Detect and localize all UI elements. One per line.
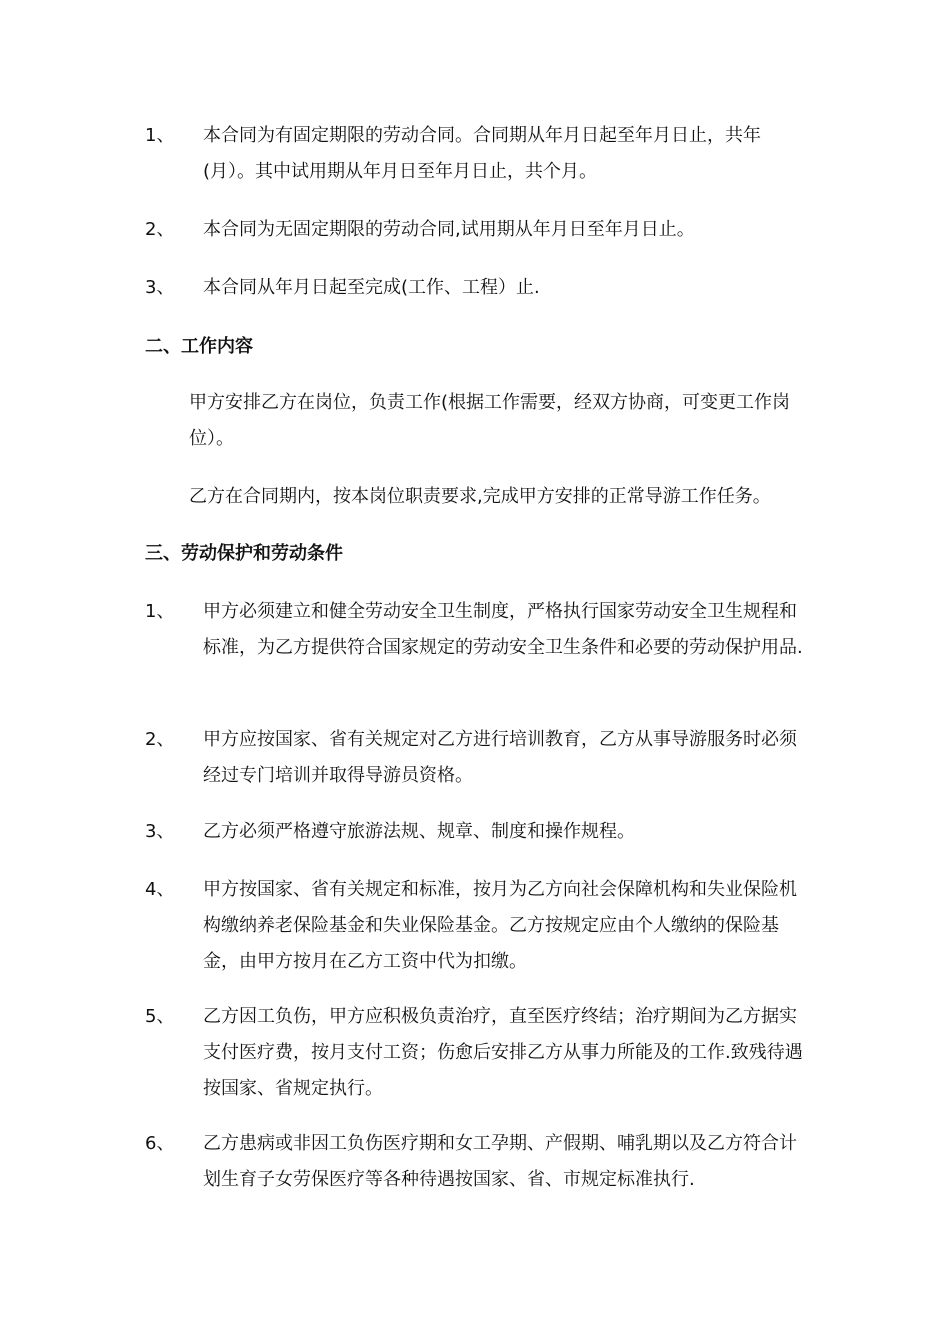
work-content-paragraph-1: 甲方安排乙方在岗位，负责工作(根据工作需要，经双方协商，可变更工作岗位）。 — [189, 392, 791, 449]
item-number: 2、 — [145, 729, 175, 750]
item-text: 本合同为有固定期限的劳动合同。合同期从年月日起至年月日止，共年(月）。其中试用期从年月日至年月日止，共个月。 — [203, 125, 761, 182]
section-heading-labor-protection: 三、劳动保护和劳动条件 — [145, 543, 343, 564]
item-text: 甲方必须建立和健全劳动安全卫生制度，严格执行国家劳动安全卫生规程和标准，为乙方提供符合国家规定的劳动安全卫生条件和必要的劳动保护用品. — [203, 601, 803, 658]
work-content-paragraph-2: 乙方在合同期内，按本岗位职责要求,完成甲方安排的正常导游工作任务。 — [189, 486, 771, 507]
item-number: 5、 — [145, 1006, 175, 1027]
item-number: 2、 — [145, 219, 175, 240]
item-text: 本合同从年月日起至完成(工作、工程）止. — [203, 277, 540, 298]
item-text: 甲方按国家、省有关规定和标准，按月为乙方向社会保障机构和失业保险机构缴纳养老保险基金和失业保险基金。乙方按规定应由个人缴纳的保险基金，由甲方按月在乙方工资中代为扣缴。 — [203, 879, 797, 972]
item-text: 乙方必须严格遵守旅游法规、规章、制度和操作规程。 — [203, 821, 635, 842]
item-number: 1、 — [145, 601, 175, 622]
item-number: 1、 — [145, 125, 175, 146]
item-number: 6、 — [145, 1133, 175, 1154]
item-text: 本合同为无固定期限的劳动合同,试用期从年月日至年月日止。 — [203, 219, 695, 240]
item-number: 3、 — [145, 821, 175, 842]
item-number: 3、 — [145, 277, 175, 298]
item-number: 4、 — [145, 879, 175, 900]
section-heading-work-content: 二、工作内容 — [145, 336, 253, 357]
item-text: 乙方因工负伤，甲方应积极负责治疗，直至医疗终结；治疗期间为乙方据实支付医疗费，按月支付工资；伤愈后安排乙方从事力所能及的工作.致残待遇按国家、省规定执行。 — [203, 1006, 803, 1099]
item-text: 乙方患病或非因工负伤医疗期和女工孕期、产假期、哺乳期以及乙方符合计划生育子女劳保医疗等各种待遇按国家、省、市规定标准执行. — [203, 1133, 797, 1190]
item-text: 甲方应按国家、省有关规定对乙方进行培训教育，乙方从事导游服务时必须经过专门培训并取得导游员资格。 — [203, 729, 797, 786]
